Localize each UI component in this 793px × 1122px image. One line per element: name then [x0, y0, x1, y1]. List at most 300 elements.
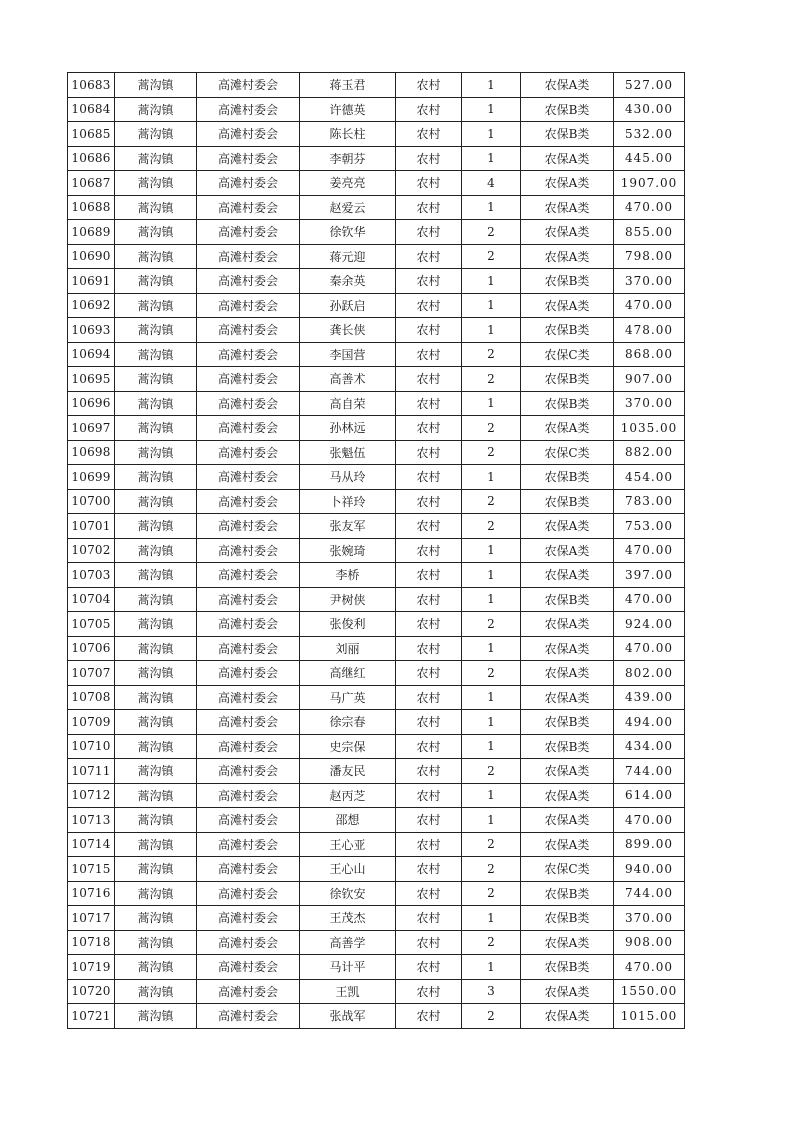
amount-cell: 527.00 [614, 73, 685, 98]
record-id-cell: 10698 [68, 440, 115, 465]
insurance-category-cell: 农保B类 [521, 734, 614, 759]
name-cell: 卜祥玲 [300, 489, 396, 514]
amount-cell: 470.00 [614, 636, 685, 661]
person-count-cell: 1 [462, 538, 521, 563]
household-type-cell: 农村 [396, 881, 462, 906]
village-committee-cell: 高滩村委会 [197, 979, 300, 1004]
name-cell: 尹树侠 [300, 587, 396, 612]
person-count-cell: 2 [462, 416, 521, 441]
town-cell: 蒿沟镇 [115, 391, 197, 416]
village-committee-cell: 高滩村委会 [197, 734, 300, 759]
record-id-cell: 10707 [68, 661, 115, 686]
name-cell: 高善术 [300, 367, 396, 392]
village-committee-cell: 高滩村委会 [197, 171, 300, 196]
person-count-cell: 1 [462, 318, 521, 343]
household-type-cell: 农村 [396, 122, 462, 147]
record-id-cell: 10713 [68, 808, 115, 833]
household-type-cell: 农村 [396, 195, 462, 220]
person-count-cell: 3 [462, 979, 521, 1004]
insurance-category-cell: 农保A类 [521, 73, 614, 98]
person-count-cell: 1 [462, 293, 521, 318]
town-cell: 蒿沟镇 [115, 122, 197, 147]
town-cell: 蒿沟镇 [115, 881, 197, 906]
amount-cell: 940.00 [614, 857, 685, 882]
person-count-cell: 1 [462, 269, 521, 294]
town-cell: 蒿沟镇 [115, 857, 197, 882]
beneficiary-table [67, 72, 685, 1029]
person-count-cell: 2 [462, 661, 521, 686]
village-committee-cell: 高滩村委会 [197, 612, 300, 637]
town-cell: 蒿沟镇 [115, 195, 197, 220]
table-row [68, 489, 685, 514]
person-count-cell: 2 [462, 930, 521, 955]
table-row [68, 636, 685, 661]
name-cell: 马广英 [300, 685, 396, 710]
town-cell: 蒿沟镇 [115, 955, 197, 980]
household-type-cell: 农村 [396, 906, 462, 931]
person-count-cell: 1 [462, 73, 521, 98]
amount-cell: 614.00 [614, 783, 685, 808]
insurance-category-cell: 农保A类 [521, 244, 614, 269]
household-type-cell: 农村 [396, 293, 462, 318]
name-cell: 潘友民 [300, 759, 396, 784]
table-row [68, 171, 685, 196]
name-cell: 许德英 [300, 97, 396, 122]
record-id-cell: 10702 [68, 538, 115, 563]
town-cell: 蒿沟镇 [115, 979, 197, 1004]
household-type-cell: 农村 [396, 367, 462, 392]
household-type-cell: 农村 [396, 783, 462, 808]
record-id-cell: 10704 [68, 587, 115, 612]
amount-cell: 798.00 [614, 244, 685, 269]
amount-cell: 882.00 [614, 440, 685, 465]
town-cell: 蒿沟镇 [115, 514, 197, 539]
town-cell: 蒿沟镇 [115, 734, 197, 759]
table-body [68, 73, 685, 1029]
table-row [68, 440, 685, 465]
household-type-cell: 农村 [396, 832, 462, 857]
record-id-cell: 10710 [68, 734, 115, 759]
town-cell: 蒿沟镇 [115, 538, 197, 563]
name-cell: 马从玲 [300, 465, 396, 490]
village-committee-cell: 高滩村委会 [197, 416, 300, 441]
record-id-cell: 10686 [68, 146, 115, 171]
village-committee-cell: 高滩村委会 [197, 710, 300, 735]
name-cell: 王茂杰 [300, 906, 396, 931]
household-type-cell: 农村 [396, 538, 462, 563]
table-row [68, 342, 685, 367]
town-cell: 蒿沟镇 [115, 587, 197, 612]
town-cell: 蒿沟镇 [115, 171, 197, 196]
table-row [68, 122, 685, 147]
name-cell: 蒋玉君 [300, 73, 396, 98]
name-cell: 史宗保 [300, 734, 396, 759]
village-committee-cell: 高滩村委会 [197, 685, 300, 710]
table-row [68, 857, 685, 882]
person-count-cell: 1 [462, 465, 521, 490]
village-committee-cell: 高滩村委会 [197, 73, 300, 98]
village-committee-cell: 高滩村委会 [197, 391, 300, 416]
table-row [68, 1004, 685, 1029]
insurance-category-cell: 农保B类 [521, 122, 614, 147]
person-count-cell: 2 [462, 832, 521, 857]
amount-cell: 445.00 [614, 146, 685, 171]
insurance-category-cell: 农保A类 [521, 930, 614, 955]
insurance-category-cell: 农保A类 [521, 171, 614, 196]
insurance-category-cell: 农保B类 [521, 489, 614, 514]
town-cell: 蒿沟镇 [115, 244, 197, 269]
table-row [68, 146, 685, 171]
town-cell: 蒿沟镇 [115, 342, 197, 367]
name-cell: 徐宗春 [300, 710, 396, 735]
amount-cell: 470.00 [614, 195, 685, 220]
insurance-category-cell: 农保A类 [521, 759, 614, 784]
amount-cell: 744.00 [614, 759, 685, 784]
village-committee-cell: 高滩村委会 [197, 146, 300, 171]
amount-cell: 868.00 [614, 342, 685, 367]
household-type-cell: 农村 [396, 563, 462, 588]
insurance-category-cell: 农保A类 [521, 416, 614, 441]
table-row [68, 563, 685, 588]
town-cell: 蒿沟镇 [115, 563, 197, 588]
town-cell: 蒿沟镇 [115, 685, 197, 710]
amount-cell: 397.00 [614, 563, 685, 588]
village-committee-cell: 高滩村委会 [197, 293, 300, 318]
table-row [68, 416, 685, 441]
name-cell: 高继红 [300, 661, 396, 686]
record-id-cell: 10708 [68, 685, 115, 710]
household-type-cell: 农村 [396, 514, 462, 539]
amount-cell: 370.00 [614, 906, 685, 931]
insurance-category-cell: 农保B类 [521, 97, 614, 122]
table-row [68, 832, 685, 857]
insurance-category-cell: 农保A类 [521, 636, 614, 661]
amount-cell: 899.00 [614, 832, 685, 857]
village-committee-cell: 高滩村委会 [197, 342, 300, 367]
insurance-category-cell: 农保B类 [521, 269, 614, 294]
village-committee-cell: 高滩村委会 [197, 465, 300, 490]
household-type-cell: 农村 [396, 146, 462, 171]
record-id-cell: 10693 [68, 318, 115, 343]
table-row [68, 318, 685, 343]
household-type-cell: 农村 [396, 97, 462, 122]
insurance-category-cell: 农保C类 [521, 342, 614, 367]
table-row [68, 685, 685, 710]
household-type-cell: 农村 [396, 930, 462, 955]
village-committee-cell: 高滩村委会 [197, 244, 300, 269]
table-row [68, 808, 685, 833]
record-id-cell: 10701 [68, 514, 115, 539]
amount-cell: 753.00 [614, 514, 685, 539]
person-count-cell: 2 [462, 367, 521, 392]
town-cell: 蒿沟镇 [115, 489, 197, 514]
name-cell: 徐钦安 [300, 881, 396, 906]
village-committee-cell: 高滩村委会 [197, 587, 300, 612]
name-cell: 马计平 [300, 955, 396, 980]
record-id-cell: 10714 [68, 832, 115, 857]
town-cell: 蒿沟镇 [115, 293, 197, 318]
amount-cell: 430.00 [614, 97, 685, 122]
person-count-cell: 1 [462, 587, 521, 612]
village-committee-cell: 高滩村委会 [197, 440, 300, 465]
insurance-category-cell: 农保A类 [521, 514, 614, 539]
insurance-category-cell: 农保A类 [521, 808, 614, 833]
household-type-cell: 农村 [396, 465, 462, 490]
town-cell: 蒿沟镇 [115, 220, 197, 245]
record-id-cell: 10720 [68, 979, 115, 1004]
village-committee-cell: 高滩村委会 [197, 563, 300, 588]
name-cell: 李国营 [300, 342, 396, 367]
village-committee-cell: 高滩村委会 [197, 661, 300, 686]
town-cell: 蒿沟镇 [115, 636, 197, 661]
village-committee-cell: 高滩村委会 [197, 759, 300, 784]
insurance-category-cell: 农保A类 [521, 661, 614, 686]
town-cell: 蒿沟镇 [115, 318, 197, 343]
amount-cell: 1015.00 [614, 1004, 685, 1029]
person-count-cell: 2 [462, 440, 521, 465]
village-committee-cell: 高滩村委会 [197, 538, 300, 563]
amount-cell: 907.00 [614, 367, 685, 392]
name-cell: 孙跃启 [300, 293, 396, 318]
town-cell: 蒿沟镇 [115, 465, 197, 490]
amount-cell: 532.00 [614, 122, 685, 147]
name-cell: 王心亚 [300, 832, 396, 857]
name-cell: 张战军 [300, 1004, 396, 1029]
town-cell: 蒿沟镇 [115, 146, 197, 171]
record-id-cell: 10700 [68, 489, 115, 514]
insurance-category-cell: 农保A类 [521, 783, 614, 808]
insurance-category-cell: 农保A类 [521, 979, 614, 1004]
person-count-cell: 1 [462, 122, 521, 147]
amount-cell: 908.00 [614, 930, 685, 955]
town-cell: 蒿沟镇 [115, 97, 197, 122]
village-committee-cell: 高滩村委会 [197, 857, 300, 882]
person-count-cell: 2 [462, 881, 521, 906]
town-cell: 蒿沟镇 [115, 808, 197, 833]
person-count-cell: 4 [462, 171, 521, 196]
insurance-category-cell: 农保B类 [521, 465, 614, 490]
person-count-cell: 1 [462, 636, 521, 661]
person-count-cell: 1 [462, 97, 521, 122]
table-row [68, 465, 685, 490]
village-committee-cell: 高滩村委会 [197, 489, 300, 514]
household-type-cell: 农村 [396, 1004, 462, 1029]
record-id-cell: 10692 [68, 293, 115, 318]
name-cell: 张魁伍 [300, 440, 396, 465]
insurance-category-cell: 农保A类 [521, 220, 614, 245]
town-cell: 蒿沟镇 [115, 710, 197, 735]
insurance-category-cell: 农保A类 [521, 146, 614, 171]
household-type-cell: 农村 [396, 73, 462, 98]
name-cell: 姜亮亮 [300, 171, 396, 196]
amount-cell: 802.00 [614, 661, 685, 686]
table-row [68, 514, 685, 539]
household-type-cell: 农村 [396, 636, 462, 661]
record-id-cell: 10696 [68, 391, 115, 416]
household-type-cell: 农村 [396, 220, 462, 245]
amount-cell: 454.00 [614, 465, 685, 490]
name-cell: 王心山 [300, 857, 396, 882]
record-id-cell: 10697 [68, 416, 115, 441]
village-committee-cell: 高滩村委会 [197, 514, 300, 539]
name-cell: 赵爱云 [300, 195, 396, 220]
record-id-cell: 10687 [68, 171, 115, 196]
record-id-cell: 10715 [68, 857, 115, 882]
name-cell: 李朝芬 [300, 146, 396, 171]
town-cell: 蒿沟镇 [115, 416, 197, 441]
town-cell: 蒿沟镇 [115, 73, 197, 98]
household-type-cell: 农村 [396, 808, 462, 833]
amount-cell: 470.00 [614, 538, 685, 563]
insurance-category-cell: 农保A类 [521, 563, 614, 588]
table-row [68, 759, 685, 784]
insurance-category-cell: 农保B类 [521, 318, 614, 343]
record-id-cell: 10711 [68, 759, 115, 784]
town-cell: 蒿沟镇 [115, 832, 197, 857]
insurance-category-cell: 农保C类 [521, 440, 614, 465]
household-type-cell: 农村 [396, 269, 462, 294]
insurance-category-cell: 农保B类 [521, 955, 614, 980]
amount-cell: 478.00 [614, 318, 685, 343]
amount-cell: 1907.00 [614, 171, 685, 196]
person-count-cell: 2 [462, 857, 521, 882]
insurance-category-cell: 农保A类 [521, 538, 614, 563]
table-row [68, 612, 685, 637]
record-id-cell: 10712 [68, 783, 115, 808]
village-committee-cell: 高滩村委会 [197, 367, 300, 392]
household-type-cell: 农村 [396, 318, 462, 343]
person-count-cell: 2 [462, 342, 521, 367]
town-cell: 蒿沟镇 [115, 661, 197, 686]
person-count-cell: 1 [462, 808, 521, 833]
amount-cell: 494.00 [614, 710, 685, 735]
record-id-cell: 10690 [68, 244, 115, 269]
insurance-category-cell: 农保A类 [521, 612, 614, 637]
table-row [68, 955, 685, 980]
insurance-category-cell: 农保B类 [521, 367, 614, 392]
name-cell: 邵想 [300, 808, 396, 833]
household-type-cell: 农村 [396, 685, 462, 710]
record-id-cell: 10688 [68, 195, 115, 220]
amount-cell: 470.00 [614, 955, 685, 980]
name-cell: 王凯 [300, 979, 396, 1004]
insurance-category-cell: 农保B类 [521, 587, 614, 612]
table-row [68, 73, 685, 98]
table-row [68, 661, 685, 686]
town-cell: 蒿沟镇 [115, 1004, 197, 1029]
name-cell: 李桥 [300, 563, 396, 588]
village-committee-cell: 高滩村委会 [197, 783, 300, 808]
insurance-category-cell: 农保A类 [521, 293, 614, 318]
village-committee-cell: 高滩村委会 [197, 318, 300, 343]
amount-cell: 470.00 [614, 587, 685, 612]
household-type-cell: 农村 [396, 710, 462, 735]
household-type-cell: 农村 [396, 489, 462, 514]
household-type-cell: 农村 [396, 612, 462, 637]
person-count-cell: 2 [462, 1004, 521, 1029]
record-id-cell: 10709 [68, 710, 115, 735]
person-count-cell: 1 [462, 391, 521, 416]
name-cell: 张俊利 [300, 612, 396, 637]
record-id-cell: 10683 [68, 73, 115, 98]
record-id-cell: 10716 [68, 881, 115, 906]
amount-cell: 470.00 [614, 293, 685, 318]
household-type-cell: 农村 [396, 391, 462, 416]
record-id-cell: 10706 [68, 636, 115, 661]
person-count-cell: 2 [462, 244, 521, 269]
table-row [68, 367, 685, 392]
name-cell: 龚长侠 [300, 318, 396, 343]
record-id-cell: 10721 [68, 1004, 115, 1029]
village-committee-cell: 高滩村委会 [197, 881, 300, 906]
record-id-cell: 10689 [68, 220, 115, 245]
table-row [68, 244, 685, 269]
insurance-category-cell: 农保A类 [521, 195, 614, 220]
town-cell: 蒿沟镇 [115, 367, 197, 392]
table-row [68, 881, 685, 906]
amount-cell: 470.00 [614, 808, 685, 833]
person-count-cell: 2 [462, 514, 521, 539]
table-row [68, 195, 685, 220]
village-committee-cell: 高滩村委会 [197, 906, 300, 931]
insurance-category-cell: 农保A类 [521, 685, 614, 710]
record-id-cell: 10717 [68, 906, 115, 931]
household-type-cell: 农村 [396, 955, 462, 980]
table-row [68, 710, 685, 735]
person-count-cell: 2 [462, 489, 521, 514]
table-row [68, 783, 685, 808]
record-id-cell: 10691 [68, 269, 115, 294]
household-type-cell: 农村 [396, 416, 462, 441]
insurance-category-cell: 农保C类 [521, 857, 614, 882]
record-id-cell: 10694 [68, 342, 115, 367]
town-cell: 蒿沟镇 [115, 269, 197, 294]
name-cell: 秦余英 [300, 269, 396, 294]
insurance-category-cell: 农保B类 [521, 906, 614, 931]
table-row [68, 538, 685, 563]
household-type-cell: 农村 [396, 759, 462, 784]
town-cell: 蒿沟镇 [115, 440, 197, 465]
person-count-cell: 1 [462, 783, 521, 808]
village-committee-cell: 高滩村委会 [197, 195, 300, 220]
name-cell: 孙林远 [300, 416, 396, 441]
name-cell: 蒋元迎 [300, 244, 396, 269]
amount-cell: 744.00 [614, 881, 685, 906]
person-count-cell: 2 [462, 759, 521, 784]
insurance-category-cell: 农保A类 [521, 1004, 614, 1029]
table-row [68, 906, 685, 931]
household-type-cell: 农村 [396, 587, 462, 612]
person-count-cell: 1 [462, 146, 521, 171]
name-cell: 徐钦华 [300, 220, 396, 245]
village-committee-cell: 高滩村委会 [197, 97, 300, 122]
village-committee-cell: 高滩村委会 [197, 930, 300, 955]
person-count-cell: 1 [462, 195, 521, 220]
table-row [68, 293, 685, 318]
insurance-category-cell: 农保B类 [521, 391, 614, 416]
table-row [68, 734, 685, 759]
amount-cell: 439.00 [614, 685, 685, 710]
table-row [68, 220, 685, 245]
record-id-cell: 10705 [68, 612, 115, 637]
amount-cell: 370.00 [614, 391, 685, 416]
name-cell: 刘丽 [300, 636, 396, 661]
person-count-cell: 1 [462, 710, 521, 735]
town-cell: 蒿沟镇 [115, 759, 197, 784]
person-count-cell: 1 [462, 685, 521, 710]
record-id-cell: 10695 [68, 367, 115, 392]
household-type-cell: 农村 [396, 979, 462, 1004]
